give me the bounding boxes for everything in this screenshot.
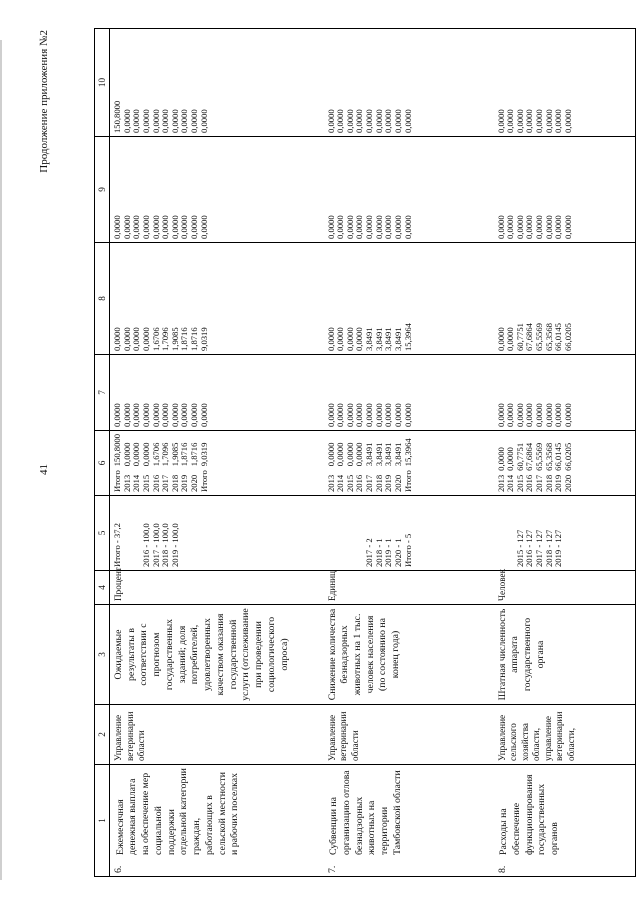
funding-value: 3,8491 bbox=[392, 327, 403, 351]
unit-cell bbox=[110, 567, 324, 605]
page-number: 41 bbox=[38, 464, 50, 475]
column-header: 3 bbox=[95, 605, 110, 705]
year-label: 2013 bbox=[121, 474, 132, 492]
funding-value: 0,0000 bbox=[179, 109, 190, 133]
total-value: 1,6706 bbox=[150, 442, 161, 467]
year-label: Итого bbox=[198, 470, 209, 492]
funding-value: 0,0000 bbox=[121, 215, 132, 239]
total-value: 0,0000 bbox=[121, 442, 132, 467]
target-value: Итого - 5 bbox=[402, 533, 413, 567]
row-number: 7. bbox=[326, 865, 338, 873]
target-value: 2019 - 1 bbox=[383, 538, 394, 567]
total-value: 3,8491 bbox=[392, 442, 403, 467]
year-label: 2020 bbox=[392, 474, 403, 492]
funding-value: 0,0000 bbox=[373, 109, 384, 133]
funding-value: 0,0000 bbox=[140, 403, 151, 427]
funding-value: 3,8491 bbox=[364, 327, 374, 351]
funding-cell bbox=[324, 29, 494, 137]
target-value: 2017 - 2 bbox=[364, 538, 374, 567]
target-value bbox=[346, 499, 356, 567]
funding-value: 0,0000 bbox=[534, 215, 544, 239]
row-number: 6. bbox=[113, 865, 124, 873]
funding-value: 0,0000 bbox=[402, 403, 413, 427]
indicator-cell bbox=[324, 605, 494, 705]
total-value: 15,3964 bbox=[402, 438, 413, 467]
executor-cell bbox=[324, 705, 494, 765]
target-cell bbox=[324, 496, 494, 571]
executor-name: Управление сельского хозяйства области, управление ветеринарии области, bbox=[496, 711, 576, 761]
target-value: 2019 - 127 bbox=[553, 529, 564, 567]
target-value bbox=[497, 499, 507, 567]
unit-cell bbox=[494, 568, 636, 605]
total-value: 1,8716 bbox=[179, 442, 190, 467]
funding-value: 0,0000 bbox=[543, 109, 554, 133]
total-value: 1,9085 bbox=[169, 442, 180, 467]
funding-value: 0,0000 bbox=[344, 109, 355, 133]
target-value: 2016 - 127 bbox=[524, 529, 535, 567]
total-value: 66,0145 bbox=[553, 442, 564, 471]
total-value: 3,8491 bbox=[383, 442, 394, 467]
column-header: 1 bbox=[95, 765, 110, 877]
year-label: 2019 bbox=[383, 474, 394, 492]
program-table bbox=[94, 28, 636, 877]
total-value: 0,0000 bbox=[131, 442, 142, 467]
funding-value: 0,0000 bbox=[335, 327, 346, 351]
funding-value: 0,0000 bbox=[140, 327, 151, 351]
executor-cell bbox=[494, 705, 636, 765]
funding-value: 0,0000 bbox=[505, 403, 516, 427]
funding-value: 0,0000 bbox=[383, 109, 394, 133]
target-value: 2017 - 127 bbox=[534, 529, 544, 567]
funding-value: 0,0000 bbox=[189, 403, 199, 427]
total-value: 0,0000 bbox=[344, 442, 355, 467]
funding-cell bbox=[494, 243, 636, 355]
years-cell bbox=[324, 431, 494, 496]
table-row bbox=[324, 29, 494, 877]
funding-value: 0,0000 bbox=[524, 215, 535, 239]
funding-value: 0,0000 bbox=[325, 327, 336, 351]
funding-cell bbox=[324, 243, 494, 355]
column-header: 9 bbox=[95, 137, 110, 243]
funding-value: 0,0000 bbox=[524, 403, 535, 427]
measure-name: Субвенции на организацию отлова безнадзорных животных на территории Тамбовской области bbox=[328, 770, 403, 855]
funding-value: 0,0000 bbox=[179, 403, 190, 427]
column-header: 5 bbox=[95, 496, 110, 571]
funding-value: 0,0000 bbox=[140, 215, 151, 239]
funding-value: 0,0000 bbox=[392, 109, 403, 133]
funding-value: 0,0000 bbox=[392, 403, 403, 427]
funding-value: 3,8491 bbox=[383, 327, 394, 351]
funding-value: 0,0000 bbox=[505, 215, 516, 239]
funding-value: 66,0145 bbox=[553, 323, 564, 351]
funding-value: 0,0000 bbox=[383, 215, 394, 239]
total-value: 65,5569 bbox=[534, 442, 544, 471]
funding-value: 0,0000 bbox=[335, 215, 346, 239]
funding-cell bbox=[324, 355, 494, 431]
funding-cell bbox=[324, 137, 494, 243]
funding-cell bbox=[494, 355, 636, 431]
funding-value: 150,8000 bbox=[112, 100, 122, 133]
funding-value: 0,0000 bbox=[344, 215, 355, 239]
funding-value: 0,0000 bbox=[505, 327, 516, 351]
funding-value: 0,0000 bbox=[325, 403, 336, 427]
measure-name: Расходы на обеспечение функционирования государственных органов bbox=[498, 774, 561, 855]
funding-value: 0,0000 bbox=[553, 403, 564, 427]
year-label: 2016 bbox=[524, 474, 535, 492]
total-value: 1,8716 bbox=[189, 442, 199, 467]
funding-value: 60,7751 bbox=[514, 323, 525, 351]
funding-value: 66,0205 bbox=[562, 323, 573, 351]
total-value: 0,0000 bbox=[325, 442, 336, 467]
column-header: 8 bbox=[95, 243, 110, 355]
measure-cell bbox=[110, 765, 324, 877]
funding-value: 1,8716 bbox=[179, 327, 190, 351]
indicator-text: Ожидаемые результаты в соответствии с прогнозом государственных заданий; доля потребителей, удовлетворенных качеством оказания государственной услуги (отслеживание при проведении социологического опроса) bbox=[113, 608, 290, 701]
funding-value: 0,0000 bbox=[495, 327, 506, 351]
funding-value: 0,0000 bbox=[514, 215, 525, 239]
funding-value: 0,0000 bbox=[112, 327, 122, 351]
funding-value: 1,6706 bbox=[150, 327, 161, 351]
funding-value: 0,0000 bbox=[534, 109, 544, 133]
row-number: 8. bbox=[496, 865, 508, 873]
funding-value: 0,0000 bbox=[150, 215, 161, 239]
indicator-cell bbox=[494, 605, 636, 705]
target-value: 2016 - 100,0 bbox=[140, 523, 151, 567]
table-row bbox=[110, 29, 324, 877]
funding-value: 0,0000 bbox=[495, 215, 506, 239]
funding-value: 1,8716 bbox=[189, 327, 199, 351]
funding-value: 0,0000 bbox=[364, 403, 374, 427]
years-cell bbox=[110, 431, 324, 496]
measure-cell bbox=[324, 765, 494, 877]
total-value: 65,3568 bbox=[543, 442, 554, 471]
funding-value: 0,0000 bbox=[383, 403, 394, 427]
year-label: 2018 bbox=[169, 474, 180, 492]
funding-value: 9,0319 bbox=[198, 327, 209, 351]
funding-value: 0,0000 bbox=[373, 403, 384, 427]
funding-cell bbox=[494, 29, 636, 137]
total-value: 0,0000 bbox=[495, 447, 506, 471]
year-label: 2020 bbox=[189, 474, 199, 492]
indicator-text: Снижение количества безнадзорных животных на 1 тыс. человек населения (по состоянию на конец года) bbox=[326, 608, 402, 701]
total-value: 3,8491 bbox=[364, 442, 374, 467]
target-value bbox=[123, 499, 133, 567]
funding-value: 0,0000 bbox=[121, 109, 132, 133]
funding-value: 0,0000 bbox=[121, 403, 132, 427]
target-value: 2017 - 100,0 bbox=[150, 523, 161, 567]
funding-value: 0,0000 bbox=[160, 215, 171, 239]
target-value bbox=[336, 499, 346, 567]
year-label: 2016 bbox=[150, 474, 161, 492]
funding-value: 0,0000 bbox=[325, 109, 336, 133]
funding-value: 0,0000 bbox=[534, 403, 544, 427]
executor-name: Управление ветеринарии области bbox=[326, 711, 360, 761]
funding-value: 65,3568 bbox=[543, 323, 554, 351]
target-value: 2018 - 100,0 bbox=[160, 523, 171, 567]
year-label: Итого bbox=[112, 470, 122, 492]
funding-value: 0,0000 bbox=[373, 215, 384, 239]
total-value: 60,7751 bbox=[514, 442, 525, 471]
column-header: 2 bbox=[95, 705, 110, 765]
unit-text: Единиц bbox=[326, 571, 337, 601]
funding-value: 0,0000 bbox=[514, 403, 525, 427]
funding-value: 65,5569 bbox=[534, 323, 544, 351]
funding-cell bbox=[110, 355, 324, 431]
funding-value: 0,0000 bbox=[524, 109, 535, 133]
year-label: 2014 bbox=[505, 474, 516, 492]
year-label: 2020 bbox=[562, 474, 573, 492]
total-value: 0,0000 bbox=[335, 442, 346, 467]
funding-value: 0,0000 bbox=[198, 403, 209, 427]
total-value: 0,0000 bbox=[354, 442, 365, 467]
funding-value: 0,0000 bbox=[335, 403, 346, 427]
total-value: 9,0319 bbox=[198, 442, 209, 467]
funding-value: 0,0000 bbox=[344, 403, 355, 427]
total-value: 3,8491 bbox=[373, 442, 384, 467]
funding-value: 0,0000 bbox=[553, 215, 564, 239]
years-cell bbox=[494, 431, 636, 496]
unit-text: Человек bbox=[496, 568, 507, 601]
funding-value: 0,0000 bbox=[169, 109, 180, 133]
funding-value: 0,0000 bbox=[402, 109, 413, 133]
target-value bbox=[327, 499, 337, 567]
year-label: 2017 bbox=[160, 474, 171, 492]
funding-value: 0,0000 bbox=[495, 403, 506, 427]
funding-value: 0,0000 bbox=[543, 403, 554, 427]
unit-cell bbox=[324, 571, 494, 605]
column-header: 10 bbox=[95, 29, 110, 137]
total-value: 0,0000 bbox=[140, 442, 151, 467]
funding-value: 0,0000 bbox=[495, 109, 506, 133]
funding-value: 0,0000 bbox=[354, 327, 365, 351]
funding-value: 0,0000 bbox=[189, 215, 199, 239]
indicator-text: Штатная численность аппарата государственного органа bbox=[496, 608, 546, 701]
column-header: 6 bbox=[95, 431, 110, 496]
year-label: 2013 bbox=[325, 474, 336, 492]
funding-value: 0,0000 bbox=[131, 215, 142, 239]
target-value: 2018 - 1 bbox=[373, 538, 384, 567]
funding-value: 0,0000 bbox=[562, 403, 573, 427]
funding-value: 0,0000 bbox=[169, 403, 180, 427]
year-label: 2013 bbox=[495, 474, 506, 492]
funding-value: 67,6864 bbox=[524, 323, 535, 351]
funding-cell bbox=[494, 137, 636, 243]
funding-cell bbox=[110, 243, 324, 355]
target-value: 2015 - 127 bbox=[514, 529, 525, 567]
measure-name: Ежемесячная денежная выплата на обеспечение мер социальной поддержки отдельной категории граждан, работающих в сельской местности и рабочих поселках bbox=[114, 768, 241, 855]
funding-value: 0,0000 bbox=[514, 109, 525, 133]
funding-value: 0,0000 bbox=[354, 109, 365, 133]
column-header: 7 bbox=[95, 355, 110, 431]
total-value: 67,6864 bbox=[524, 442, 535, 471]
year-label: 2017 bbox=[364, 474, 374, 492]
funding-value: 0,0000 bbox=[354, 215, 365, 239]
target-cell bbox=[110, 496, 324, 571]
funding-value: 0,0000 bbox=[354, 403, 365, 427]
table-row bbox=[494, 29, 636, 877]
target-value: 2018 - 127 bbox=[543, 529, 554, 567]
target-value: 2019 - 100,0 bbox=[169, 523, 180, 567]
year-label: Итого bbox=[402, 470, 413, 492]
funding-value: 0,0000 bbox=[402, 215, 413, 239]
year-label: 2015 bbox=[140, 474, 151, 492]
funding-value: 0,0000 bbox=[553, 109, 564, 133]
funding-value: 0,0000 bbox=[140, 109, 151, 133]
target-value: 2020 - 1 bbox=[392, 538, 403, 567]
funding-value: 0,0000 bbox=[121, 327, 132, 351]
year-label: 2018 bbox=[373, 474, 384, 492]
year-label: 2017 bbox=[534, 474, 544, 492]
funding-value: 0,0000 bbox=[344, 327, 355, 351]
funding-value: 0,0000 bbox=[364, 109, 374, 133]
funding-value: 0,0000 bbox=[179, 215, 190, 239]
funding-value: 0,0000 bbox=[169, 215, 180, 239]
total-value: 1,7096 bbox=[160, 442, 171, 467]
funding-value: 0,0000 bbox=[392, 215, 403, 239]
column-header: 4 bbox=[95, 571, 110, 605]
funding-value: 0,0000 bbox=[543, 215, 554, 239]
total-value: 150,8000 bbox=[112, 434, 122, 467]
funding-cell bbox=[110, 137, 324, 243]
year-label: 2015 bbox=[344, 474, 355, 492]
total-value: 66,0205 bbox=[562, 442, 573, 471]
funding-value: 1,7096 bbox=[160, 327, 171, 351]
year-label: 2014 bbox=[131, 474, 142, 492]
measure-cell bbox=[494, 765, 636, 877]
funding-value: 0,0000 bbox=[112, 215, 122, 239]
funding-value: 15,3964 bbox=[402, 323, 413, 351]
year-label: 2016 bbox=[354, 474, 365, 492]
funding-value: 0,0000 bbox=[562, 109, 573, 133]
funding-value: 0,0000 bbox=[131, 109, 142, 133]
funding-value: 0,0000 bbox=[131, 327, 142, 351]
column-number-row bbox=[95, 29, 110, 877]
indicator-cell bbox=[110, 605, 324, 705]
funding-value: 0,0000 bbox=[505, 109, 516, 133]
funding-value: 0,0000 bbox=[150, 109, 161, 133]
total-value: 0,0000 bbox=[505, 447, 516, 471]
funding-value: 0,0000 bbox=[150, 403, 161, 427]
executor-name: Управление ветеринарии области bbox=[113, 711, 146, 761]
funding-value: 0,0000 bbox=[562, 215, 573, 239]
target-cell bbox=[494, 496, 636, 571]
year-label: 2015 bbox=[514, 474, 525, 492]
year-label: 2019 bbox=[553, 474, 564, 492]
year-label: 2014 bbox=[335, 474, 346, 492]
funding-value: 0,0000 bbox=[160, 109, 171, 133]
funding-value: 0,0000 bbox=[189, 109, 199, 133]
funding-value: 0,0000 bbox=[160, 403, 171, 427]
unit-text: Процент bbox=[113, 567, 123, 601]
funding-value: 0,0000 bbox=[198, 215, 209, 239]
year-label: 2019 bbox=[179, 474, 190, 492]
funding-value: 0,0000 bbox=[325, 215, 336, 239]
funding-cell bbox=[110, 29, 324, 137]
year-label: 2018 bbox=[543, 474, 554, 492]
funding-value: 3,8491 bbox=[373, 327, 384, 351]
appendix-continuation-title: Продолжение приложения №2 bbox=[38, 30, 50, 173]
funding-value: 0,0000 bbox=[112, 403, 122, 427]
funding-value: 0,0000 bbox=[335, 109, 346, 133]
funding-value: 0,0000 bbox=[131, 403, 142, 427]
funding-value: 1,9085 bbox=[169, 327, 180, 351]
executor-cell bbox=[110, 705, 324, 765]
funding-value: 0,0000 bbox=[364, 215, 374, 239]
target-value: Итого - 37,2 bbox=[112, 523, 122, 567]
funding-value: 0,0000 bbox=[198, 109, 209, 133]
